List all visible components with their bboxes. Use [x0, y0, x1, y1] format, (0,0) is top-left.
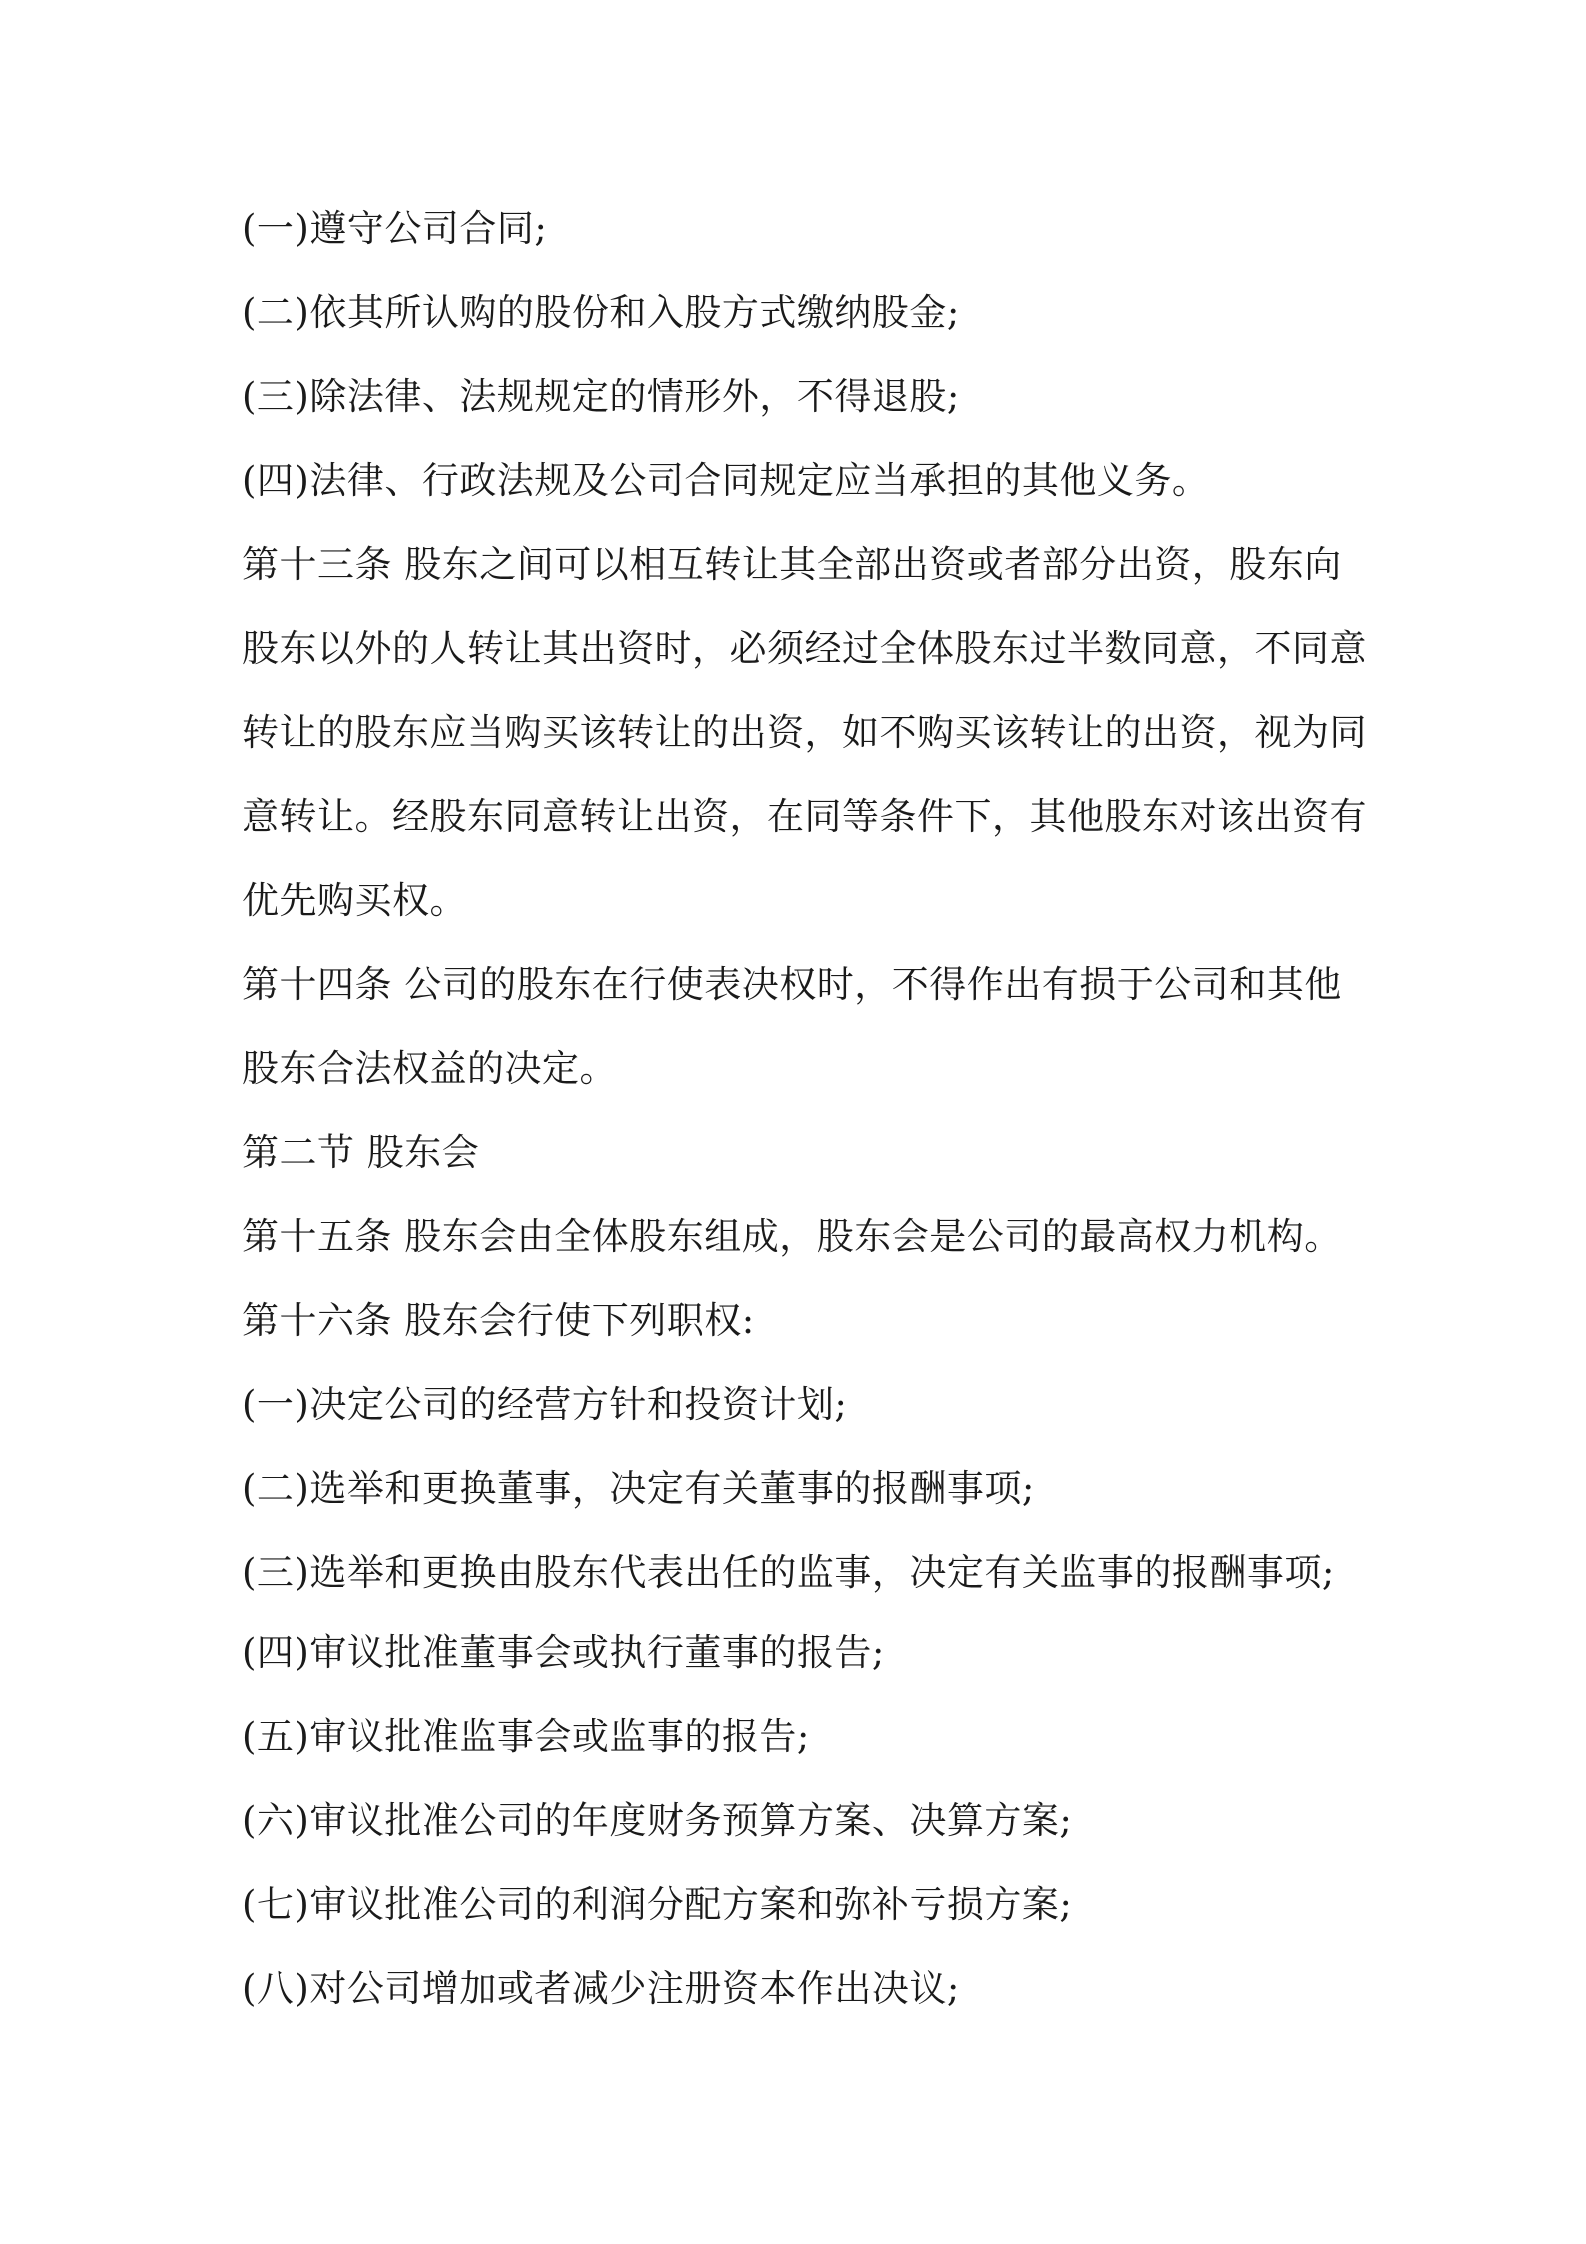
text-line: (六)审议批准公司的年度财务预算方案、决算方案; [242, 1799, 1073, 1842]
text-line: (四)法律、行政法规及公司合同规定应当承担的其他义务。 [242, 459, 1210, 502]
text-line: (三)除法律、法规规定的情形外，不得退股; [242, 375, 960, 418]
text-line: 优先购买权。 [242, 879, 467, 922]
text-line: (八)对公司增加或者减少注册资本作出决议; [242, 1967, 960, 2010]
section-heading: 第二节 股东会 [242, 1131, 480, 1174]
text-line: 股东合法权益的决定。 [242, 1047, 617, 1090]
text-line: (三)选举和更换由股东代表出任的监事，决定有关监事的报酬事项; [242, 1551, 1335, 1594]
text-line: 第十四条 公司的股东在行使表决权时，不得作出有损于公司和其他 [242, 963, 1342, 1006]
text-line: 第十五条 股东会由全体股东组成，股东会是公司的最高权力机构。 [242, 1215, 1342, 1258]
text-line: (五)审议批准监事会或监事的报告; [242, 1715, 810, 1758]
text-line: (七)审议批准公司的利润分配方案和弥补亏损方案; [242, 1883, 1073, 1926]
text-line: (一)遵守公司合同; [242, 207, 548, 250]
text-line: 第十三条 股东之间可以相互转让其全部出资或者部分出资，股东向 [242, 543, 1342, 586]
text-line: 股东以外的人转让其出资时，必须经过全体股东过半数同意，不同意 [242, 627, 1367, 670]
text-line: (一)决定公司的经营方针和投资计划; [242, 1383, 848, 1426]
text-line: 第十六条 股东会行使下列职权: [242, 1299, 755, 1342]
text-line: 转让的股东应当购买该转让的出资，如不购买该转让的出资，视为同 [242, 711, 1367, 754]
text-line: (二)选举和更换董事，决定有关董事的报酬事项; [242, 1467, 1035, 1510]
text-line: (二)依其所认购的股份和入股方式缴纳股金; [242, 291, 960, 334]
text-line: (四)审议批准董事会或执行董事的报告; [242, 1631, 885, 1674]
text-line: 意转让。经股东同意转让出资，在同等条件下，其他股东对该出资有 [242, 795, 1367, 838]
